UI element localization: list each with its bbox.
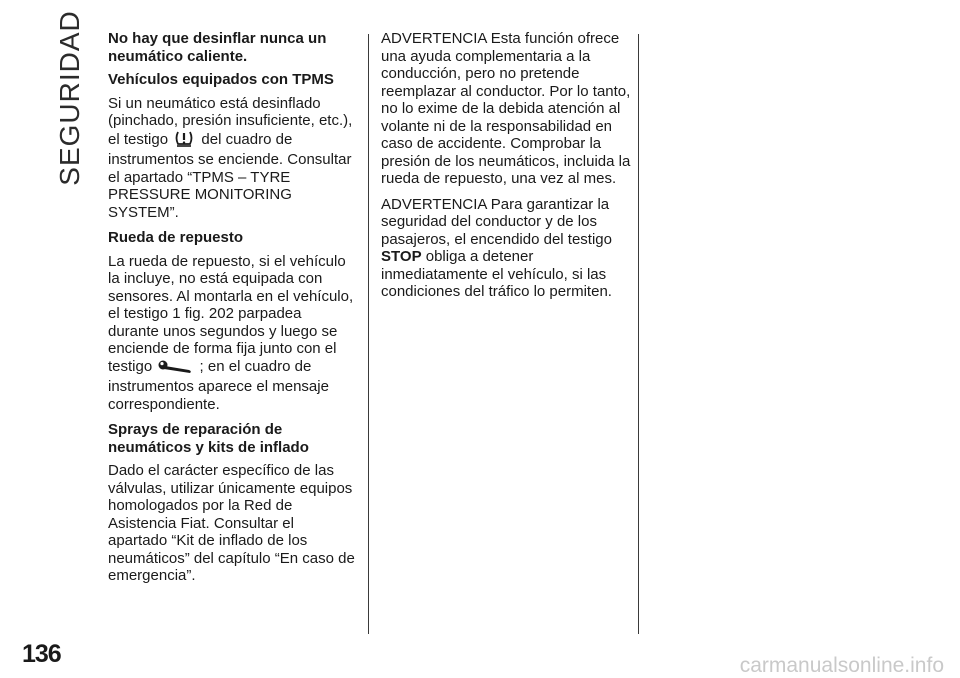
stop-indicator-label: STOP <box>381 248 422 265</box>
spare-text-a: La rueda de repuesto, si el vehículo la incluye, no está equipada con sensores. Al montarla en el vehículo, el testigo 1 fig. 202 parpadea durante unos segundos y luego se enciende de forma fija junto con el testigo <box>108 252 354 375</box>
watermark: carmanualsonline.info <box>739 654 944 677</box>
paragraph-spare-wheel <box>108 253 356 414</box>
spare-text-b: ; en el cuadro de instrumentos aparece el mensaje correspondiente. <box>108 357 329 413</box>
right-column <box>381 30 631 309</box>
heading-tpms: Vehículos equipados con TPMS <box>108 71 334 88</box>
warning2-text-b: obliga a detener inmediatamente el vehículo, si las condiciones del tráfico lo permiten. <box>381 248 612 300</box>
heading-sprays: Sprays de reparación de neumáticos y kits de inflado <box>108 421 309 456</box>
paragraph-sprays: Dado el carácter específico de las válvulas, utilizar únicamente equipos homologados por la Red de Asistencia Fiat. Consultar el apartado “Kit de inflado de los neumáticos” del capítulo “En caso de emergencia”. <box>108 462 355 584</box>
column-divider-1 <box>368 34 369 634</box>
section-tab-label: SEGURIDAD <box>54 9 85 186</box>
warning2-text-a: ADVERTENCIA Para garantizar la seguridad del conductor y de los pasajeros, el encendido del testigo <box>381 195 612 248</box>
tpms-text-a: Si un neumático está desinflado (pinchado, presión insuficiente, etc.), el testigo <box>108 94 353 148</box>
paragraph-tpms <box>108 95 356 222</box>
section-tab <box>52 9 88 186</box>
column-divider-2 <box>638 34 639 634</box>
page-number: 136 <box>22 640 61 668</box>
tpms-text-b: del cuadro de instrumentos se enciende. Consultar el apartado “TPMS – TYRE PRESSURE MONITORING SYSTEM”. <box>108 130 352 221</box>
warning-paragraph-1: ADVERTENCIA Esta función ofrece una ayuda complementaria a la conducción, pero no pretende reemplazar al conductor. Por lo tanto, no lo exime de la debida atención al volante ni de la responsabilidad en caso de accidente. Comprobar la presión de los neumáticos, incluida la rueda de repuesto, una vez al mes. <box>381 30 631 187</box>
left-column <box>108 30 356 593</box>
heading-spare-wheel: Rueda de repuesto <box>108 229 244 246</box>
heading-warning: No hay que desinflar nunca un neumático caliente. <box>108 30 327 65</box>
wrench-icon <box>158 360 192 379</box>
warning-paragraph-2 <box>381 196 631 301</box>
tire-pressure-warning-icon <box>174 130 194 152</box>
